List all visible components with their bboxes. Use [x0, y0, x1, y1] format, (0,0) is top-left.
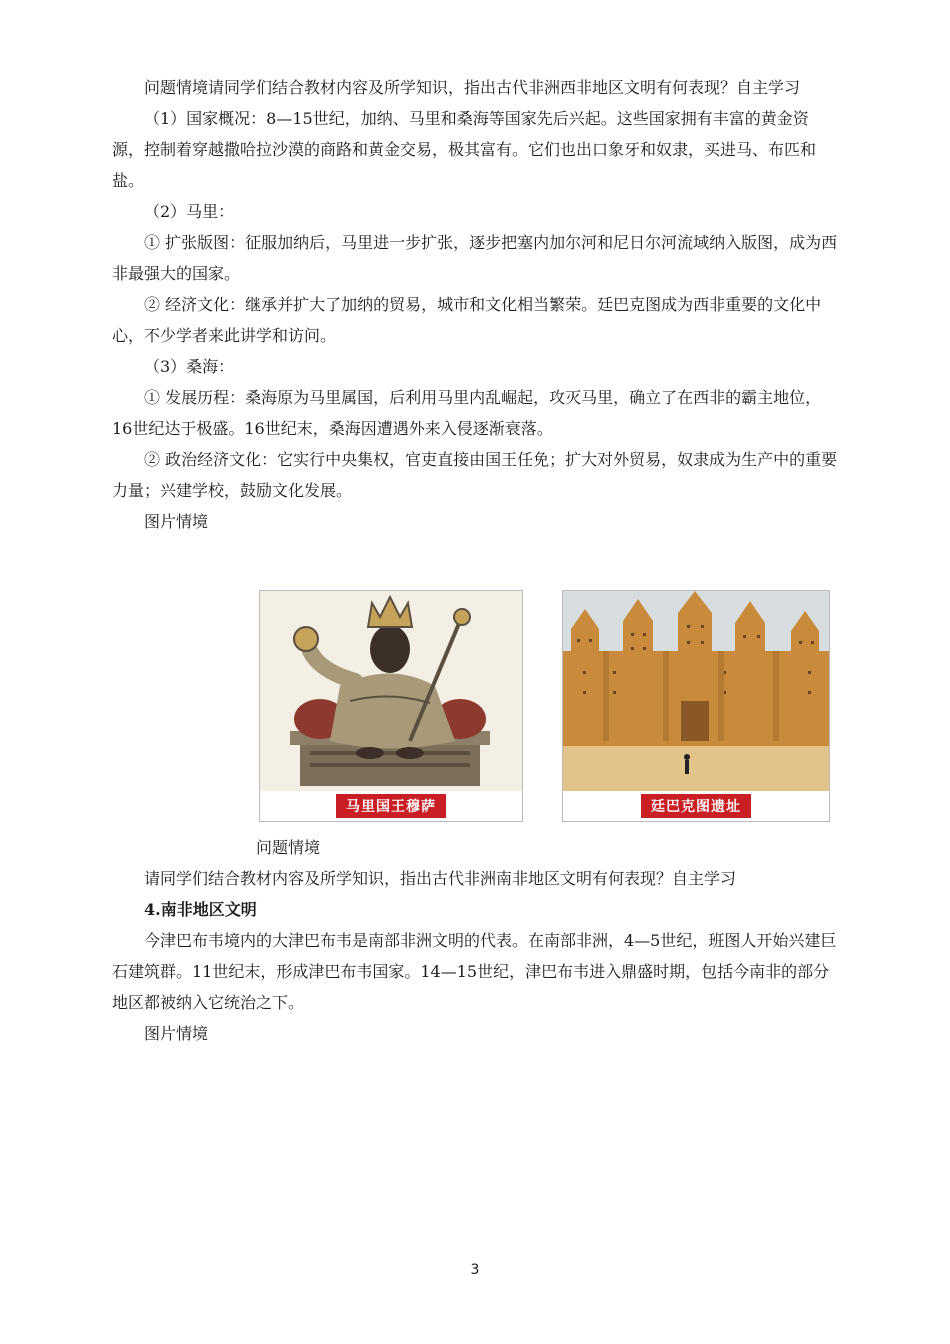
timbuktu-mosque-photo	[563, 591, 829, 791]
text-block-top	[112, 72, 840, 537]
paragraph: 问题情境请同学们结合教材内容及所学知识，指出古代非洲西非地区文明有何表现？自主学习	[144, 78, 801, 97]
paragraph: 图片情境	[144, 512, 209, 531]
page-number: 3	[470, 1262, 480, 1278]
paragraph: 图片情境	[144, 1024, 209, 1043]
section-heading: 4.南非地区文明	[144, 900, 257, 919]
text-block-bottom	[112, 832, 840, 1049]
paragraph: ② 经济文化：继承并扩大了加纳的贸易，城市和文化相当繁荣。廷巴克图成为西非重要的文化中心，不少学者来此讲学和访问。	[112, 295, 822, 345]
paragraph: 请同学们结合教材内容及所学知识，指出古代非洲南非地区文明有何表现？自主学习	[144, 869, 737, 888]
paragraph: ① 发展历程：桑海原为马里属国，后利用马里内乱崛起，攻灭马里，确立了在西非的霸主地位，16世纪达于极盛。16世纪末，桑海因遭遇外来入侵逐渐衰落。	[112, 388, 822, 438]
figure-row	[259, 590, 829, 822]
figure-mansa-musa	[259, 590, 523, 822]
figure-caption: 马里国王穆萨	[336, 794, 446, 818]
figure-timbuktu	[562, 590, 830, 822]
caption-bar	[563, 791, 829, 821]
paragraph: 今津巴布韦境内的大津巴布韦是南部非洲文明的代表。在南部非洲，4—5世纪，班图人开始兴建巨石建筑群。11世纪末，形成津巴布韦国家。14—15世纪，津巴布韦进入鼎盛时期，包括今南非的部分地区都被纳入它统治之下。	[112, 931, 837, 1012]
paragraph: ① 扩张版图：征服加纳后，马里进一步扩张，逐步把塞内加尔河和尼日尔河流域纳入版图，成为西非最强大的国家。	[112, 233, 838, 283]
paragraph: （3）桑海：	[144, 357, 235, 376]
paragraph: 问题情境	[256, 838, 321, 857]
figure-caption: 廷巴克图遗址	[641, 794, 751, 818]
caption-bar	[260, 791, 522, 821]
paragraph: （2）马里：	[144, 202, 235, 221]
paragraph: ② 政治经济文化：它实行中央集权，官吏直接由国王任免；扩大对外贸易，奴隶成为生产中的重要力量；兴建学校，鼓励文化发展。	[112, 450, 838, 500]
mansa-musa-illustration	[260, 591, 522, 791]
paragraph: （1）国家概况：8—15世纪，加纳、马里和桑海等国家先后兴起。这些国家拥有丰富的黄金资源，控制着穿越撒哈拉沙漠的商路和黄金交易，极其富有。它们也出口象牙和奴隶，买进马、布匹和盐。	[112, 109, 817, 190]
